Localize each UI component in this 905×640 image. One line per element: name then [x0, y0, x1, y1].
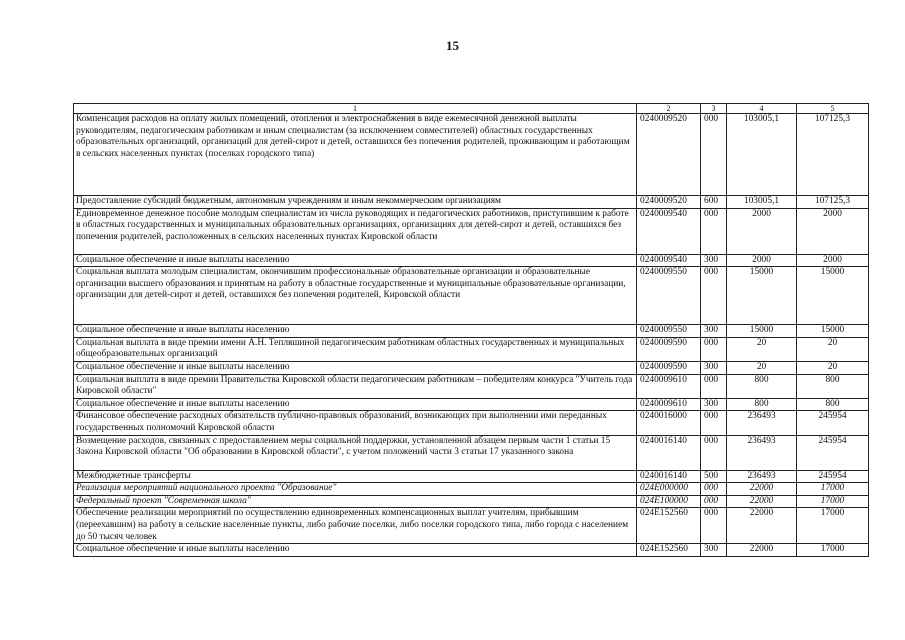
row-name-cell: Возмещение расходов, связанных с предоставлением меры социальной поддержки, установленной абзацем первым части 1 статьи 15 Закона Кировской области "Об образовании в Кировской области", с учетом положений части 3 статьи 17 указанного закона [74, 435, 637, 470]
row-value-2020-cell: 245954 [797, 411, 869, 435]
row-vr-cell: 000 [701, 495, 727, 508]
row-code-cell: 0240009590 [637, 337, 701, 361]
row-vr-cell: 000 [701, 114, 727, 196]
row-value-2019-cell: 2000 [727, 208, 797, 254]
row-name-cell: Единовременное денежное пособие молодым специалистам из числа руководящих и педагогических работников, приступившим к работе в областных государственных и муниципальных образовательных организациях, организациях для детей-сирот и детей, оставшихся без попечения родителей, расположенных в сельских населенных пунктах Кировской области [74, 208, 637, 254]
row-name-cell: Социальное обеспечение и иные выплаты населению [74, 361, 637, 374]
row-code-cell: 0240009540 [637, 208, 701, 254]
row-vr-cell: 300 [701, 544, 727, 557]
row-value-2019-cell: 103005,1 [727, 114, 797, 196]
table-row [74, 325, 869, 338]
row-value-2019-cell: 20 [727, 337, 797, 361]
page-number: 15 [446, 38, 459, 53]
row-value-2019-cell: 236493 [727, 435, 797, 470]
row-value-2020-cell: 20 [797, 337, 869, 361]
row-value-2020-cell: 245954 [797, 435, 869, 470]
row-vr-cell: 000 [701, 411, 727, 435]
row-value-2020-cell: 2000 [797, 254, 869, 267]
row-vr-cell: 300 [701, 361, 727, 374]
row-value-2020-cell: 17000 [797, 544, 869, 557]
row-name-cell: Социальная выплата молодым специалистам, окончившим профессиональные образовательные организации и образовательные организации высшего образования и принятым на работу в областные государственные и муниципальные образовательные организации, организации для детей-сирот и детей, оставшихся без попечения родителей, Кировской области [74, 267, 637, 325]
row-vr-cell: 000 [701, 337, 727, 361]
table-row [74, 337, 869, 361]
row-value-2020-cell: 107125,3 [797, 114, 869, 196]
row-code-cell: 0240016140 [637, 470, 701, 483]
row-name-cell: Федеральный проект "Современная школа" [74, 495, 637, 508]
table-row [74, 435, 869, 470]
row-vr-cell: 300 [701, 325, 727, 338]
row-code-cell: 0240009520 [637, 114, 701, 196]
row-value-2019-cell: 22000 [727, 508, 797, 544]
row-value-2019-cell: 15000 [727, 325, 797, 338]
header-col-3: 3 [701, 104, 727, 114]
row-code-cell: 024E152560 [637, 508, 701, 544]
header-col-1: 1 [74, 104, 637, 114]
row-value-2020-cell: 800 [797, 398, 869, 411]
row-name-cell: Межбюджетные трансферты [74, 470, 637, 483]
row-code-cell: 0240009610 [637, 374, 701, 398]
row-value-2020-cell: 15000 [797, 325, 869, 338]
row-value-2019-cell: 236493 [727, 470, 797, 483]
header-col-4: 4 [727, 104, 797, 114]
row-value-2019-cell: 15000 [727, 267, 797, 325]
row-value-2020-cell: 800 [797, 374, 869, 398]
table-row [74, 495, 869, 508]
row-vr-cell: 000 [701, 267, 727, 325]
table-row [74, 208, 869, 254]
row-value-2020-cell: 107125,3 [797, 196, 869, 209]
row-name-cell: Социальная выплата в виде премии имени А.Н. Тепляшиной педагогическим работникам областных государственных и муниципальных общеобразовательных организаций [74, 337, 637, 361]
table-row [74, 267, 869, 325]
row-name-cell: Реализация мероприятий национального проекта "Образование" [74, 483, 637, 496]
row-name-cell: Социальная выплата в виде премии Правительства Кировской области педагогическим работникам – победителям конкурса "Учитель года Кировской области" [74, 374, 637, 398]
row-value-2019-cell: 2000 [727, 254, 797, 267]
row-value-2020-cell: 15000 [797, 267, 869, 325]
table-row [74, 398, 869, 411]
row-value-2019-cell: 22000 [727, 544, 797, 557]
row-code-cell: 0240009550 [637, 267, 701, 325]
row-code-cell: 0240016140 [637, 435, 701, 470]
row-value-2020-cell: 2000 [797, 208, 869, 254]
row-code-cell: 0240009540 [637, 254, 701, 267]
row-name-cell: Предоставление субсидий бюджетным, автономным учреждениям и иным некоммерческим организациям [74, 196, 637, 209]
row-vr-cell: 000 [701, 374, 727, 398]
row-code-cell: 024E152560 [637, 544, 701, 557]
row-name-cell: Компенсация расходов на оплату жилых помещений, отопления и электроснабжения в виде ежемесячной денежной выплаты руководителям, педагогическим работникам и иным специалистам (за исключением совместителей) областных государственных образовательных организаций, организаций для детей-сирот и детей, оставшихся без попечения родителей, проживающим и работающим в сельских населенных пунктах (поселках городского типа) [74, 114, 637, 196]
row-vr-cell: 300 [701, 398, 727, 411]
row-vr-cell: 000 [701, 435, 727, 470]
row-vr-cell: 300 [701, 254, 727, 267]
row-name-cell: Обеспечение реализации мероприятий по осуществлению единовременных компенсационных выплат учителям, прибывшим (переехавшим) на работу в сельские населенные пункты, либо рабочие поселки, либо поселки городского типа, либо города с населением до 50 тысяч человек [74, 508, 637, 544]
row-name-cell: Финансовое обеспечение расходных обязательств публично-правовых образований, возникающих при выполнении ими переданных государственных полномочий Кировской области [74, 411, 637, 435]
row-name-cell: Социальное обеспечение и иные выплаты населению [74, 325, 637, 338]
row-value-2020-cell: 17000 [797, 508, 869, 544]
table-row [74, 411, 869, 435]
row-value-2020-cell: 17000 [797, 495, 869, 508]
header-col-5: 5 [797, 104, 869, 114]
row-value-2019-cell: 800 [727, 398, 797, 411]
row-value-2019-cell: 103005,1 [727, 196, 797, 209]
row-name-cell: Социальное обеспечение и иные выплаты населению [74, 254, 637, 267]
row-value-2019-cell: 20 [727, 361, 797, 374]
row-name-cell: Социальное обеспечение и иные выплаты населению [74, 544, 637, 557]
row-code-cell: 024E000000 [637, 483, 701, 496]
row-code-cell: 0240009520 [637, 196, 701, 209]
budget-table [73, 103, 869, 557]
header-col-2: 2 [637, 104, 701, 114]
row-value-2019-cell: 236493 [727, 411, 797, 435]
table-row [74, 470, 869, 483]
table-row [74, 544, 869, 557]
row-value-2019-cell: 22000 [727, 483, 797, 496]
row-value-2019-cell: 22000 [727, 495, 797, 508]
row-vr-cell: 000 [701, 508, 727, 544]
row-code-cell: 0240009610 [637, 398, 701, 411]
row-code-cell: 024E100000 [637, 495, 701, 508]
table-header-row [74, 104, 869, 114]
row-vr-cell: 000 [701, 483, 727, 496]
row-name-cell: Социальное обеспечение и иные выплаты населению [74, 398, 637, 411]
table-row [74, 374, 869, 398]
table-row [74, 254, 869, 267]
row-code-cell: 0240016000 [637, 411, 701, 435]
row-value-2019-cell: 800 [727, 374, 797, 398]
row-value-2020-cell: 20 [797, 361, 869, 374]
row-vr-cell: 600 [701, 196, 727, 209]
row-code-cell: 0240009590 [637, 361, 701, 374]
table-row [74, 361, 869, 374]
row-value-2020-cell: 17000 [797, 483, 869, 496]
row-code-cell: 0240009550 [637, 325, 701, 338]
row-vr-cell: 500 [701, 470, 727, 483]
table-row [74, 196, 869, 209]
table-row [74, 483, 869, 496]
table-row [74, 508, 869, 544]
row-value-2020-cell: 245954 [797, 470, 869, 483]
table-row [74, 114, 869, 196]
row-vr-cell: 000 [701, 208, 727, 254]
